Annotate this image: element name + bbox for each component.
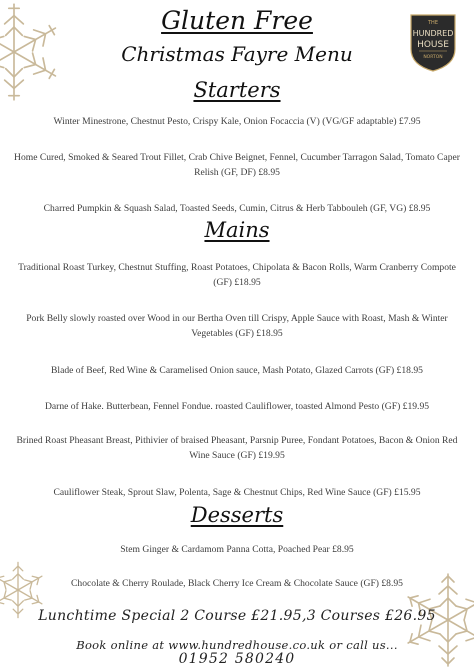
menu-title: Gluten Free [161,6,313,35]
main-item: Darne of Hake. Butterbean, Fennel Fondue. roasted Cauliflower, toasted Almond Pesto (GF) £19.95 [44,401,430,412]
desserts-heading: Desserts [190,503,284,527]
main-item: Pork Belly slowly roasted over Wood in our Bertha Oven till Crispy, Apple Sauce with Roast, Mash & Winter Vegetables (GF) £18.95 [26,313,448,339]
phone-number: 01952 580240 [178,651,296,667]
starters-heading: Starters [193,78,281,102]
dessert-item: Stem Ginger & Cardamom Panna Cotta, Poached Pear £8.95 [120,544,354,555]
main-item: Blade of Beef, Red Wine & Caramelised Onion sauce, Mash Potato, Glazed Carrots (GF) £18.95 [51,365,423,376]
logo-line1: HUNDRED [412,29,454,38]
starter-item: Charred Pumpkin & Squash Salad, Toasted Seeds, Cumin, Citrus & Herb Tabbouleh (GF, VG) £8.95 [43,203,431,214]
main-item: Brined Roast Pheasant Breast, Pithivier of braised Pheasant, Parsnip Puree, Fondant Potatoes, Bacon & Onion Red Wine Sauce (GF) £19.95 [16,435,458,461]
starter-item: Home Cured, Smoked & Seared Trout Fillet, Crab Chive Beignet, Fennel, Cucumber Tarragon Salad, Tomato Caper Relish (GF, DF) £8.95 [14,152,460,178]
dessert-item: Chocolate & Cherry Roulade, Black Cherry Ice Cream & Chocolate Sauce (GF) £8.95 [71,578,403,589]
mains-heading: Mains [204,218,270,242]
booking-info: Book online at www.hundredhouse.co.uk or call us... [76,638,398,652]
lunchtime-special: Lunchtime Special 2 Course £21.95,3 Courses £26.95 [38,608,436,624]
menu-subtitle: Christmas Fayre Menu [121,42,353,66]
starter-item: Winter Minestrone, Chestnut Pesto, Crispy Kale, Onion Focaccia (V) (VG/GF adaptable) £7.95 [53,116,421,127]
logo-line2: HOUSE [417,40,449,50]
logo-small-top: THE [428,20,438,26]
main-item: Cauliflower Steak, Sprout Slaw, Polenta, Sage & Chestnut Chips, Red Wine Sauce (GF) £15.95 [53,487,421,498]
main-item: Traditional Roast Turkey, Chestnut Stuffing, Roast Potatoes, Chipolata & Bacon Rolls, Warm Cranberry Compote (GF) £18.95 [18,262,456,288]
logo-small-bottom: NORTON [423,55,443,60]
